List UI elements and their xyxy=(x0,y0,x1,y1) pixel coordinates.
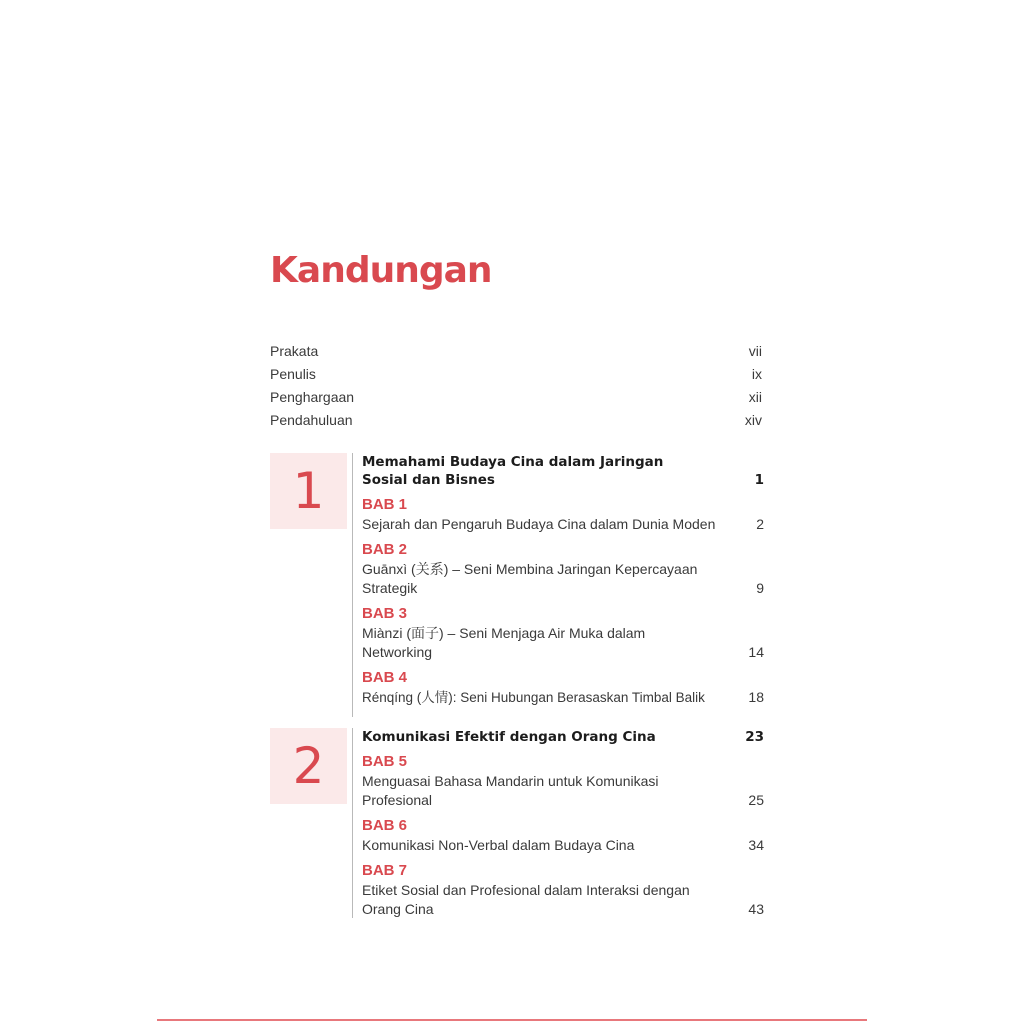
chapter-entry xyxy=(362,668,764,707)
part-number: 2 xyxy=(292,737,325,795)
part-number-box xyxy=(270,728,347,804)
chapter-page: 9 xyxy=(756,580,764,596)
chapter-label: BAB 3 xyxy=(362,605,408,622)
chapter-title: Sejarah dan Pengaruh Budaya Cina dalam Dunia Moden xyxy=(362,516,716,532)
chapter-title: Guānxì (关系) – Seni Membina Jaringan Kepercayaan Strategik xyxy=(362,561,698,596)
part-heading xyxy=(362,453,764,489)
page-title: Kandungan xyxy=(270,250,492,291)
part-page: 1 xyxy=(754,472,764,488)
chapter-label: BAB 1 xyxy=(362,496,408,513)
chapter-row xyxy=(362,624,764,662)
chapter-page: 43 xyxy=(748,901,764,917)
chapter-entry xyxy=(362,540,764,598)
chapter-label: BAB 5 xyxy=(362,753,408,770)
front-matter-page: xii xyxy=(748,389,762,405)
chapter-title: Etiket Sosial dan Profesional dalam Interaksi dengan Orang Cina xyxy=(362,882,690,917)
part-title: Memahami Budaya Cina dalam Jaringan Sosial dan Bisnes xyxy=(362,454,664,488)
part-number: 1 xyxy=(292,462,325,520)
front-matter-page: vii xyxy=(748,343,762,359)
chapter-title: Miànzi (面子) – Seni Menjaga Air Muka dalam Networking xyxy=(362,625,646,660)
part-divider-line xyxy=(352,728,353,918)
part-section-1 xyxy=(270,453,764,719)
chapter-label: BAB 7 xyxy=(362,862,408,879)
chapter-row xyxy=(362,688,764,707)
front-matter-label: Penulis xyxy=(270,366,316,382)
chapter-row xyxy=(362,881,764,919)
chapter-row xyxy=(362,560,764,598)
part-divider-line xyxy=(352,453,353,717)
chapter-entry xyxy=(362,604,764,662)
chapter-page: 25 xyxy=(748,792,764,808)
front-matter-item xyxy=(270,409,762,432)
chapter-row xyxy=(362,515,764,534)
chapter-row xyxy=(362,772,764,810)
front-matter-list xyxy=(270,340,762,432)
chapter-label: BAB 2 xyxy=(362,541,408,558)
front-matter-item xyxy=(270,363,762,386)
chapter-page: 18 xyxy=(748,689,764,705)
chapter-title: Rénqíng (人情): Seni Hubungan Berasaskan Timbal Balik xyxy=(362,690,705,705)
front-matter-item xyxy=(270,340,762,363)
part-heading xyxy=(362,728,764,746)
front-matter-label: Pendahuluan xyxy=(270,412,353,428)
part-number-box xyxy=(270,453,347,529)
front-matter-page: ix xyxy=(751,366,762,382)
part-page: 23 xyxy=(745,729,764,745)
chapter-entry xyxy=(362,816,764,855)
front-matter-label: Prakata xyxy=(270,343,319,359)
front-matter-label: Penghargaan xyxy=(270,389,355,405)
chapter-page: 34 xyxy=(748,837,764,853)
part-section-2 xyxy=(270,728,764,920)
chapter-label: BAB 4 xyxy=(362,669,408,686)
chapter-entry xyxy=(362,861,764,919)
chapter-entry xyxy=(362,495,764,534)
part-title: Komunikasi Efektif dengan Orang Cina xyxy=(362,729,656,745)
chapter-page: 2 xyxy=(756,516,764,532)
front-matter-item xyxy=(270,386,762,409)
part-content xyxy=(362,453,764,707)
footer-rule xyxy=(157,1019,867,1021)
chapter-label: BAB 6 xyxy=(362,817,408,834)
chapter-page: 14 xyxy=(748,644,764,660)
chapter-title: Menguasai Bahasa Mandarin untuk Komunikasi Profesional xyxy=(362,773,659,808)
chapter-row xyxy=(362,836,764,855)
front-matter-page: xiv xyxy=(744,412,762,428)
chapter-entry xyxy=(362,752,764,810)
part-content xyxy=(362,728,764,919)
chapter-title: Komunikasi Non-Verbal dalam Budaya Cina xyxy=(362,837,635,853)
